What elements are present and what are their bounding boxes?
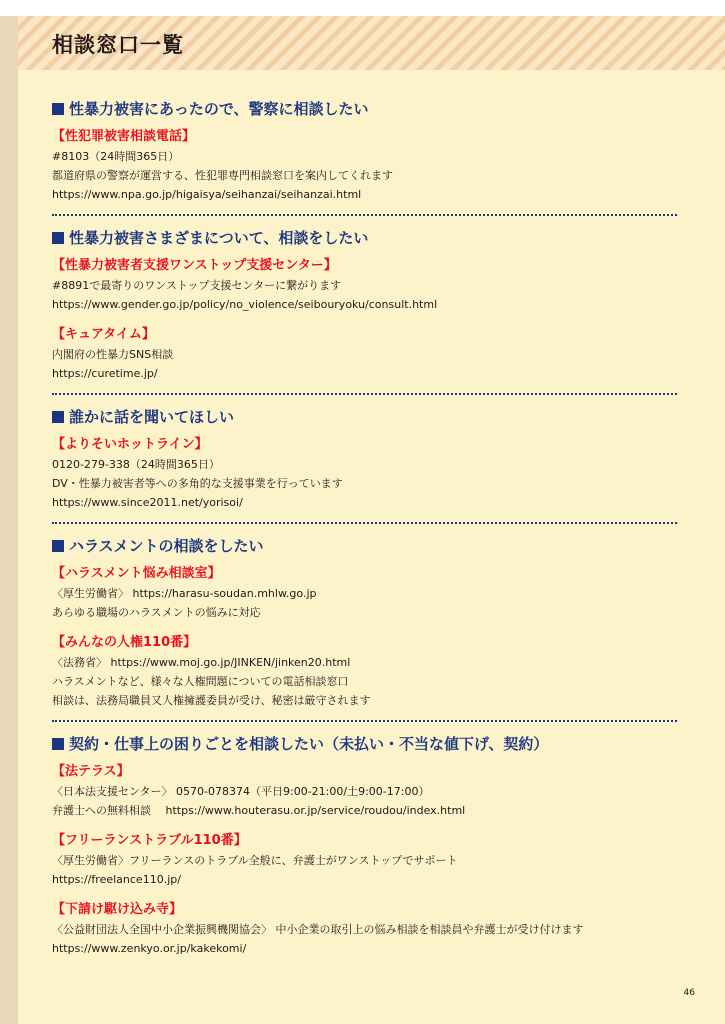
dotted-divider: [52, 393, 677, 395]
section-heading-text: 性暴力被害さまざまについて、相談をしたい: [69, 229, 369, 247]
entry-description: 内閣府の性暴力SNS相談: [52, 348, 174, 361]
entry-one-stop-center: [52, 255, 677, 314]
entry-url[interactable]: 〈厚生労働省〉 https://harasu-soudan.mhlw.go.jp: [52, 587, 317, 600]
entry-url[interactable]: https://www.npa.go.jp/higaisya/seihanzai/seihanzai.html: [52, 188, 362, 201]
entry-freelance-110: [52, 830, 677, 889]
entry-sexual-crime-hotline: [52, 126, 677, 204]
entry-description: #8891で最寄りのワンストップ支援センターに繋がります: [52, 279, 342, 292]
dotted-divider: [52, 720, 677, 722]
page-title: 相談窓口一覧: [52, 33, 184, 57]
section-police: [52, 96, 677, 204]
entry-title: 【下請け駆け込み寺】: [52, 902, 183, 917]
page-number: 46: [683, 988, 695, 998]
section-heading-text: 契約・仕事上の困りごとを相談したい（未払い・不当な値下げ、契約）: [69, 735, 549, 753]
entry-title: 【性暴力被害者支援ワンストップ支援センター】: [52, 258, 337, 273]
entry-phone: #8103（24時間365日）: [52, 150, 180, 163]
section-heading: [52, 731, 677, 757]
entry-title: 【みんなの人権110番】: [52, 635, 197, 650]
entry-human-rights-110: [52, 632, 677, 710]
section-sexual-violence: [52, 225, 677, 383]
section-heading: [52, 533, 677, 559]
entry-subcontract-kakekomi: [52, 899, 677, 958]
entry-description: あらゆる職場のハラスメントの悩みに対応: [52, 606, 261, 619]
entry-phone: 〈日本法支援センター〉 0570-078374（平日9:00-21:00/土9:00-17:00）: [52, 785, 430, 798]
section-harassment: [52, 533, 677, 710]
entry-title: 【ハラスメント悩み相談室】: [52, 566, 221, 581]
entry-url[interactable]: https://www.gender.go.jp/policy/no_violence/seibouryoku/consult.html: [52, 298, 438, 311]
entry-harassment-consultation: [52, 563, 677, 622]
entry-description: 〈公益財団法人全国中小企業振興機関協会〉 中小企業の取引上の悩み相談を相談員や弁護士が受け付けます: [52, 923, 584, 936]
section-heading-text: 誰かに話を聞いてほしい: [69, 408, 235, 426]
entry-description: 都道府県の警察が運営する、性犯罪専門相談窓口を案内してくれます: [52, 169, 393, 182]
square-bullet-icon: [52, 738, 64, 750]
entry-houterasu: [52, 761, 677, 820]
entry-title: 【よりそいホットライン】: [52, 437, 208, 452]
dotted-divider: [52, 522, 677, 524]
entry-description: 〈厚生労働省〉フリーランスのトラブル全般に、弁護士がワンストップでサポート: [52, 854, 458, 867]
entry-url[interactable]: https://freelance110.jp/: [52, 873, 181, 886]
section-contract-work: [52, 731, 677, 958]
section-heading: [52, 404, 677, 430]
entry-yorisoi-hotline: [52, 434, 677, 512]
entry-phone: 0120-279-338（24時間365日）: [52, 458, 220, 471]
entry-url[interactable]: 弁護士への無料相談 https://www.houterasu.or.jp/service/roudou/index.html: [52, 804, 466, 817]
entry-title: 【性犯罪被害相談電話】: [52, 129, 196, 144]
top-strip: [0, 0, 725, 16]
entry-title: 【キュアタイム】: [52, 327, 155, 342]
left-side-bar: [0, 16, 18, 1024]
square-bullet-icon: [52, 540, 64, 552]
entry-description: ハラスメントなど、様々な人権問題についての電話相談窓口: [52, 675, 349, 688]
section-listen: [52, 404, 677, 512]
square-bullet-icon: [52, 411, 64, 423]
section-heading: [52, 96, 677, 122]
consultation-list: [52, 96, 677, 958]
entry-title: 【フリーランストラブル110番】: [52, 833, 247, 848]
entry-description: 相談は、法務局職員又人権擁護委員が受け、秘密は厳守されます: [52, 694, 371, 707]
section-heading-text: ハラスメントの相談をしたい: [69, 537, 264, 555]
square-bullet-icon: [52, 103, 64, 115]
dotted-divider: [52, 214, 677, 216]
entry-title: 【法テラス】: [52, 764, 130, 779]
square-bullet-icon: [52, 232, 64, 244]
section-heading: [52, 225, 677, 251]
section-heading-text: 性暴力被害にあったので、警察に相談したい: [69, 100, 369, 118]
entry-url[interactable]: https://curetime.jp/: [52, 367, 158, 380]
entry-url[interactable]: 〈法務省〉 https://www.moj.go.jp/JINKEN/jinken20.html: [52, 656, 351, 669]
entry-cure-time: [52, 324, 677, 383]
entry-url[interactable]: https://www.since2011.net/yorisoi/: [52, 496, 243, 509]
entry-description: DV・性暴力被害者等への多角的な支援事業を行っています: [52, 477, 343, 490]
entry-url[interactable]: https://www.zenkyo.or.jp/kakekomi/: [52, 942, 247, 955]
